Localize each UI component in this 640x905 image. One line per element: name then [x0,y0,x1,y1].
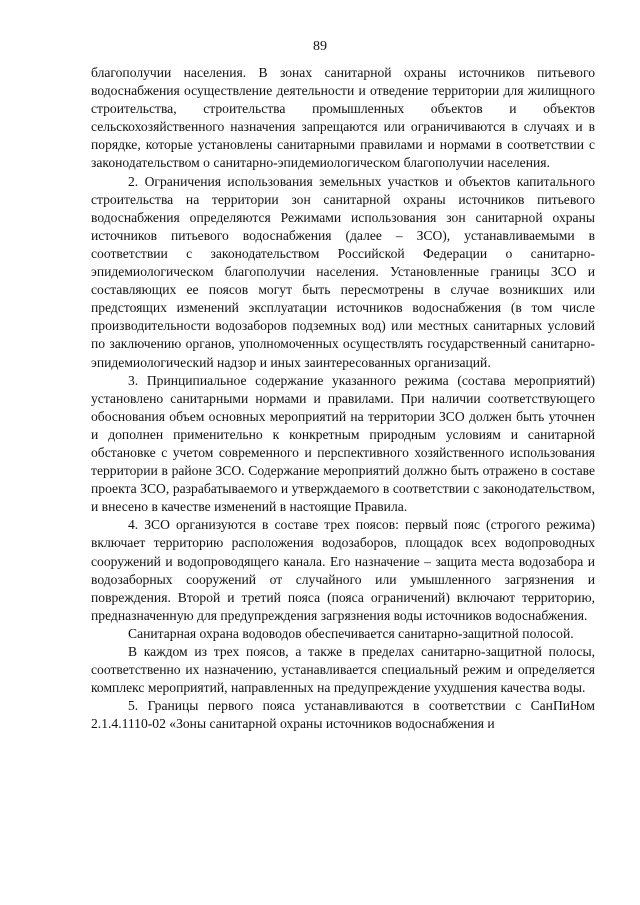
body-text [91,64,595,733]
paragraph-3: 3. Принципиальное содержание указанного режима (состава мероприятий) установлено санитарными нормами и правилами. При наличии соответствующего обоснования объем основных мероприятий на территории ЗСО должен быть уточнен и дополнен применительно к конкретным природным условиям и санитарной обстановке с учетом современного и перспективного хозяйственного использования территории в районе ЗСО. Содержание мероприятий должно быть отражено в составе проекта ЗСО, разрабатываемого и утверждаемого в соответствии с законодательством, и внесено в качестве изменений в настоящие Правила. [91,372,595,515]
paragraph-water-conduits: Санитарная охрана водоводов обеспечивается санитарно-защитной полосой. [128,625,574,641]
paragraph-each-zone: В каждом из трех поясов, а также в пределах санитарно-защитной полосы, соответственно их назначению, устанавливается специальный режим и определяется комплекс мероприятий, направленных на предупреждение ухудшения качества воды. [91,644,595,696]
paragraph-4: 4. ЗСО организуются в составе трех поясов: первый пояс (строгого режима) включает территорию расположения водозаборов, площадок всех водопроводных сооружений и водопроводящего канала. Его назначение – защита места водозабора и водозаборных сооружений от случайного или умышленного загрязнения и повреждения. Второй и третий пояса (пояса ограничений) включают территорию, предназначенную для предупреждения загрязнения воды источников водоснабжения. [91,517,595,623]
page-number: 89 [313,39,327,54]
paragraph-2: 2. Ограничения использования земельных участков и объектов капитального строительства на территории зон санитарной охраны источников питьевого водоснабжения определяются Режимами использования зон санитарной охраны источников питьевого водоснабжения (далее – ЗСО), устанавливаемыми в соответствии с законодательством Российской Федерации о санитарно-эпидемиологическом благополучии населения. Установленные границы ЗСО и составляющих ее поясов могут быть пересмотрены в случае возникших или предстоящих изменений эксплуатации источников водоснабжения (в том числе производительности водозаборов подземных вод) или местных санитарных условий по заключению органов, уполномоченных осуществлять государственный санитарно-эпидемиологический надзор и иных заинтересованных организаций. [91,173,595,370]
paragraph-5: 5. Границы первого пояса устанавливаются в соответствии с СанПиНом 2.1.4.1110-02 «Зоны санитарной охраны источников водоснабжения и [91,698,595,732]
paragraph-continuation: благополучии населения. В зонах санитарной охраны источников питьевого водоснабжения осуществление деятельности и отведение территории для жилищного строительства, строительства промышленных объектов и объектов сельскохозяйственного назначения запрещаются или ограничиваются в случаях и в порядке, которые установлены санитарными правилами и нормами в соответствии с законодательством о санитарно-эпидемиологическом благополучии населения. [91,65,595,171]
